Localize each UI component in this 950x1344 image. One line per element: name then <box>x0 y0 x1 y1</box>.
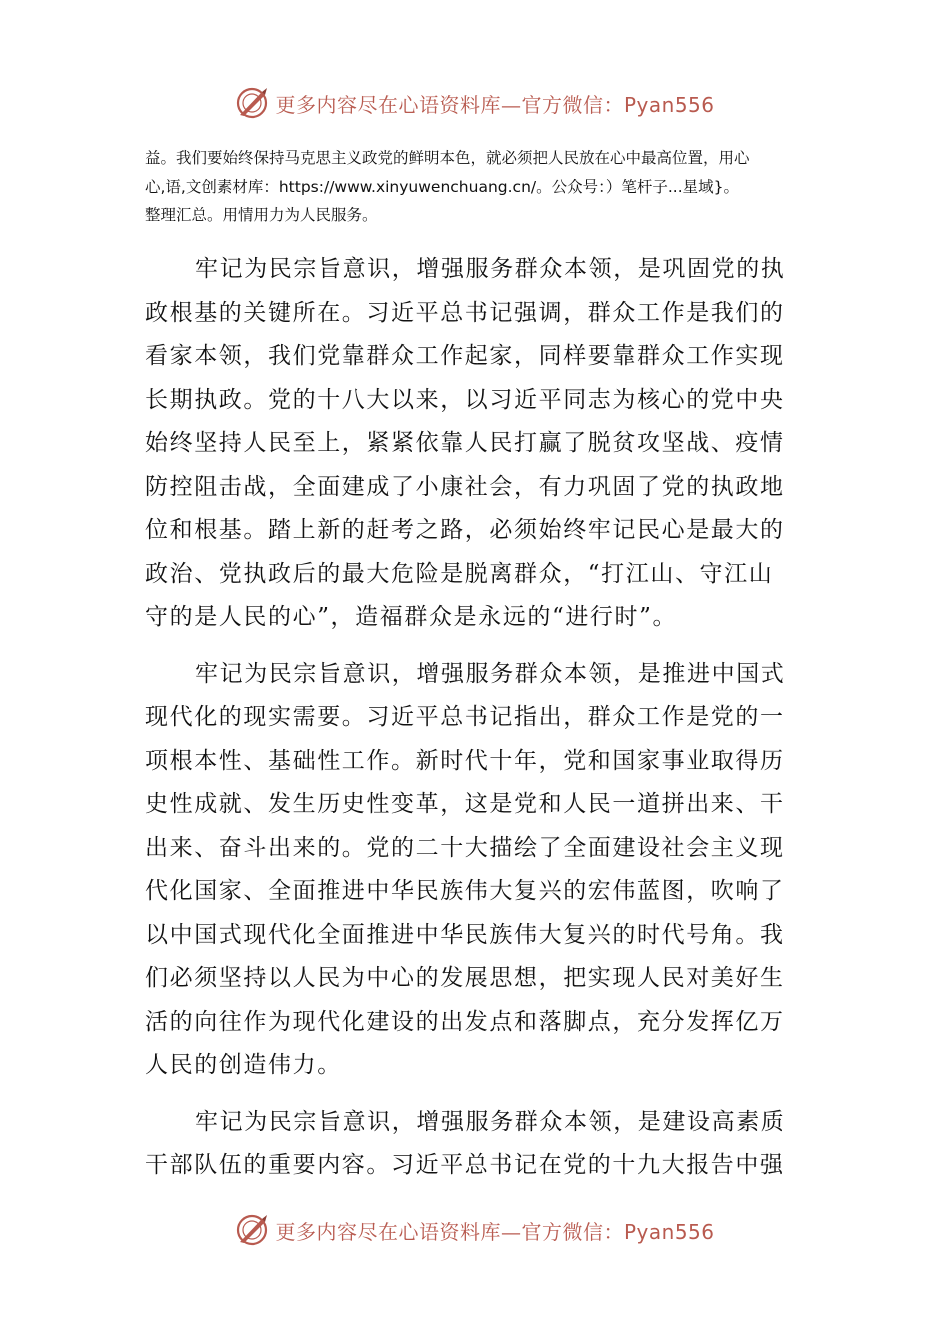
text-line: 史性成就、发生历史性变革，这是党和人民一道拼出来、干 <box>145 791 785 817</box>
text-line: 们必须坚持以人民为中心的发展思想，把实现人民对美好生 <box>145 965 785 991</box>
text-line: 政根基的关键所在。习近平总书记强调，群众工作是我们的 <box>145 299 785 326</box>
text-line: 人民的创造伟力。 <box>145 1052 342 1078</box>
banner-text: 更多内容尽在心语资料库—官方微信：Pyan556 <box>275 1219 715 1244</box>
text-line: 防控阻击战，全面建成了小康社会，有力巩固了党的执政地 <box>145 473 785 500</box>
note-line: 整理汇总。用情用力为人民服务。 <box>145 206 378 224</box>
note-line: 益。我们要始终保持马克思主义政党的鲜明本色，就必须把人民放在心中最高位置，用心 <box>145 149 750 167</box>
text-line: 牢记为民宗旨意识，增强服务群众本领，是推进中国式 <box>195 660 786 687</box>
text-line: 牢记为民宗旨意识，增强服务群众本领，是建设高素质 <box>195 1108 786 1135</box>
header-banner <box>0 83 950 123</box>
text-line: 以中国式现代化全面推进中华民族伟大复兴的时代号角。我 <box>145 921 785 948</box>
wechat-id: Pyan556 <box>623 1219 715 1244</box>
text-line: 项根本性、基础性工作。新时代十年，党和国家事业取得历 <box>145 747 785 774</box>
text-line: 牢记为民宗旨意识，增强服务群众本领，是巩固党的执 <box>195 256 786 282</box>
text-line: 政治、党执政后的最大危险是脱离群众，“打江山、守江山 <box>145 560 774 587</box>
paragraph <box>145 248 815 640</box>
paragraph <box>145 1101 815 1188</box>
text-line: 长期执政。党的十八大以来，以习近平同志为核心的党中央 <box>145 386 785 413</box>
article-body <box>145 248 815 1201</box>
wechat-id: Pyan556 <box>623 92 715 117</box>
text-line: 始终坚持人民至上，紧紧依靠人民打赢了脱贫攻坚战、疫情 <box>145 430 785 456</box>
note-line: 心,语,文创素材库：https://www.xinyuwenchuang.cn/。公众号：）笔杆子...星域}。 <box>145 177 740 196</box>
text-line: 守的是人民的心”，造福群众是永远的“进行时”。 <box>145 604 678 630</box>
text-line: 位和根基。踏上新的赶考之路，必须始终牢记民心是最大的 <box>145 517 785 543</box>
text-line: 活的向往作为现代化建设的出发点和落脚点，充分发挥亿万 <box>145 1008 785 1035</box>
source-note <box>145 144 815 230</box>
footer-banner <box>0 1210 950 1250</box>
text-line: 现代化的现实需要。习近平总书记指出，群众工作是党的一 <box>145 704 785 730</box>
quill-logo-icon <box>235 1213 269 1247</box>
quill-logo-icon <box>235 86 269 120</box>
text-line: 出来、奋斗出来的。党的二十大描绘了全面建设社会主义现 <box>145 834 785 861</box>
text-line: 干部队伍的重要内容。习近平总书记在党的十九大报告中强 <box>145 1152 785 1178</box>
paragraph <box>145 653 815 1088</box>
text-line: 看家本领，我们党靠群众工作起家，同样要靠群众工作实现 <box>145 343 785 369</box>
banner-text: 更多内容尽在心语资料库—官方微信：Pyan556 <box>275 92 715 117</box>
text-line: 代化国家、全面推进中华民族伟大复兴的宏伟蓝图，吹响了 <box>145 878 785 904</box>
